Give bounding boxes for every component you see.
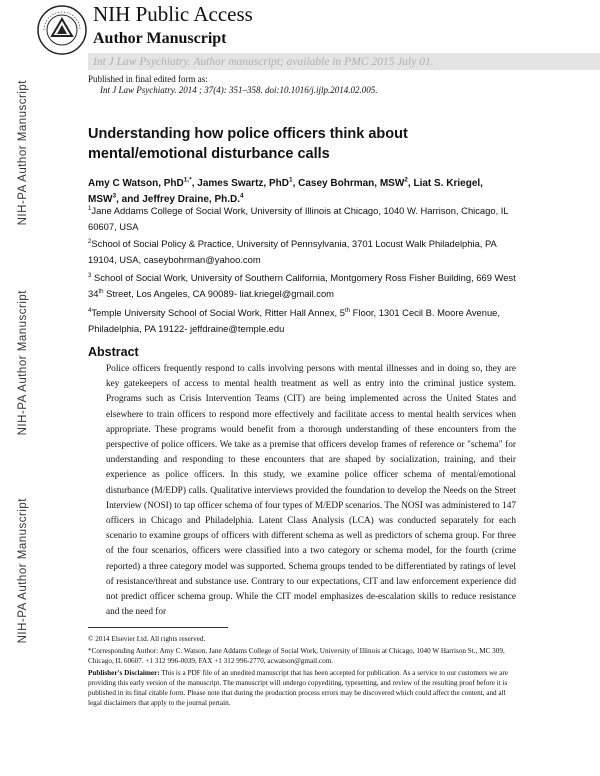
disclaimer-label: Publisher's Disclaimer: [88,669,160,677]
article-title: Understanding how police officers think about mental/emotional disturbance calls [88,126,408,162]
sidebar-label-middle: NIH-PA Author Manuscript [17,290,29,436]
affiliation-2: $^2$School of Social Policy & Practice, University of Pennsylvania, 3701 Locust Walk Philadelphia, PA 19104, USA, caseybohrman@yahoo.com [88,237,497,265]
affiliation-4: $^4$Temple University School of Social Work, Ritter Hall Annex, 5th Floor, 1301 Cecil B. Moore Avenue, Philadelphia, PA 19122- jeffdraine@temple.edu [88,306,500,334]
header-citation: Int J Law Psychiatry. Author manuscript; available in PMC 2015 July 01. [93,56,434,68]
nih-public-access-title: NIH Public Access [93,2,253,26]
sidebar-label-top: NIH-PA Author Manuscript [17,80,29,226]
nih-logo [36,4,88,56]
published-note: Published in final edited form as: [88,74,208,84]
abstract-heading: Abstract [88,345,139,359]
sidebar-label-bottom: NIH-PA Author Manuscript [17,498,29,644]
publisher-disclaimer [88,668,518,708]
affiliation-1: $^1$Jane Addams College of Social Work, University of Illinois at Chicago, 1040 W. Harrison, Chicago, IL 60607, USA [88,204,509,232]
copyright-notice: © 2014 Elsevier Ltd. All rights reserved. [88,635,206,643]
author-manuscript-label: Author Manuscript [93,30,227,47]
published-citation: Int J Law Psychiatry. 2014 ; 37(4): 351–358. doi:10.1016/j.ijlp.2014.02.005. [100,85,378,95]
authors-line-1: Amy C Watson, PhD$^{1,*}$, James Swartz, PhD$^1$, Casey Bohrman, MSW$^2$, Liat S. Kriegel, [88,176,483,189]
corresponding-author-note: *Corresponding Author: Amy C. Watson, Jane Addams College of Social Work, University of Illinois at Chicago, 1040 W Harrison St., MC 309, Chicago, IL 60607. +1 312 996-0039, FAX +1 312 996-2770, acwatson@gmail.com. [88,647,505,665]
disclaimer-text: This is a PDF file of an unedited manuscript that has been accepted for publication. As a service to our customers we are providing this early version of the manuscript. The manuscript will undergo copyediting, typesetting, and review of the resulting proof before it is published in its final citable form. Please note that during the production process errors may be discovered which could affect the content, and all legal disclaimers that apply to the journal pertain. [88,669,509,707]
authors-line-2: MSW$^3$, and Jeffrey Draine, Ph.D.$^4$ [88,192,244,205]
abstract-text: Police officers frequently respond to calls involving persons with mental illnesses and in doing so, they are key gatekeepers of access to mental health treatment as well as entry into the criminal justice system. Programs such as Crisis Intervention Teams (CIT) are being implemented across the United States and elsewhere to train officers to respond more effectively and facilitate access to mental health services when appropriate. These programs would benefit from a thorough understanding of these encounters from the perspective of police officers. We take as a premise that officers develop frames of reference or "schema" for understanding and responding to these encounters that are shaped by socialization, training, and their experience as police officers. In this study, we examine police officer schema of mental/emotional disturbance (M/EDP) calls. Qualitative interviews provided the foundation to develop the Needs on the Street Interview (NOSI) to tap officer schema of four types of M/EDP scenarios. The NOSI was administered to 147 officers in Chicago and Philadelphia. Latent Class Analysis (LCA) was conducted separately for each scenario to examine groups of officers with different schema as well as predictors of schema group. For three of the four scenarios, officers were classified into a two category or schema model, for the fourth (crime reported) a three category model was supported. Schema groups tended to be differentiated by ratings of level of resistance/threat and substance use. Contrary to our expectations, CIT and law enforcement experience did not predict officer schema group. While the CIT model emphasizes de-escalation skills to reduce resistance and the need for [106,364,516,618]
footnote-divider [88,627,228,628]
affiliation-3: $^3$ School of Social Work, University of Southern California, Montgomery Ross Fisher Building, 669 West 34th Street, Los Angeles, CA 90089- liat.kriegel@gmail.com [88,271,516,299]
